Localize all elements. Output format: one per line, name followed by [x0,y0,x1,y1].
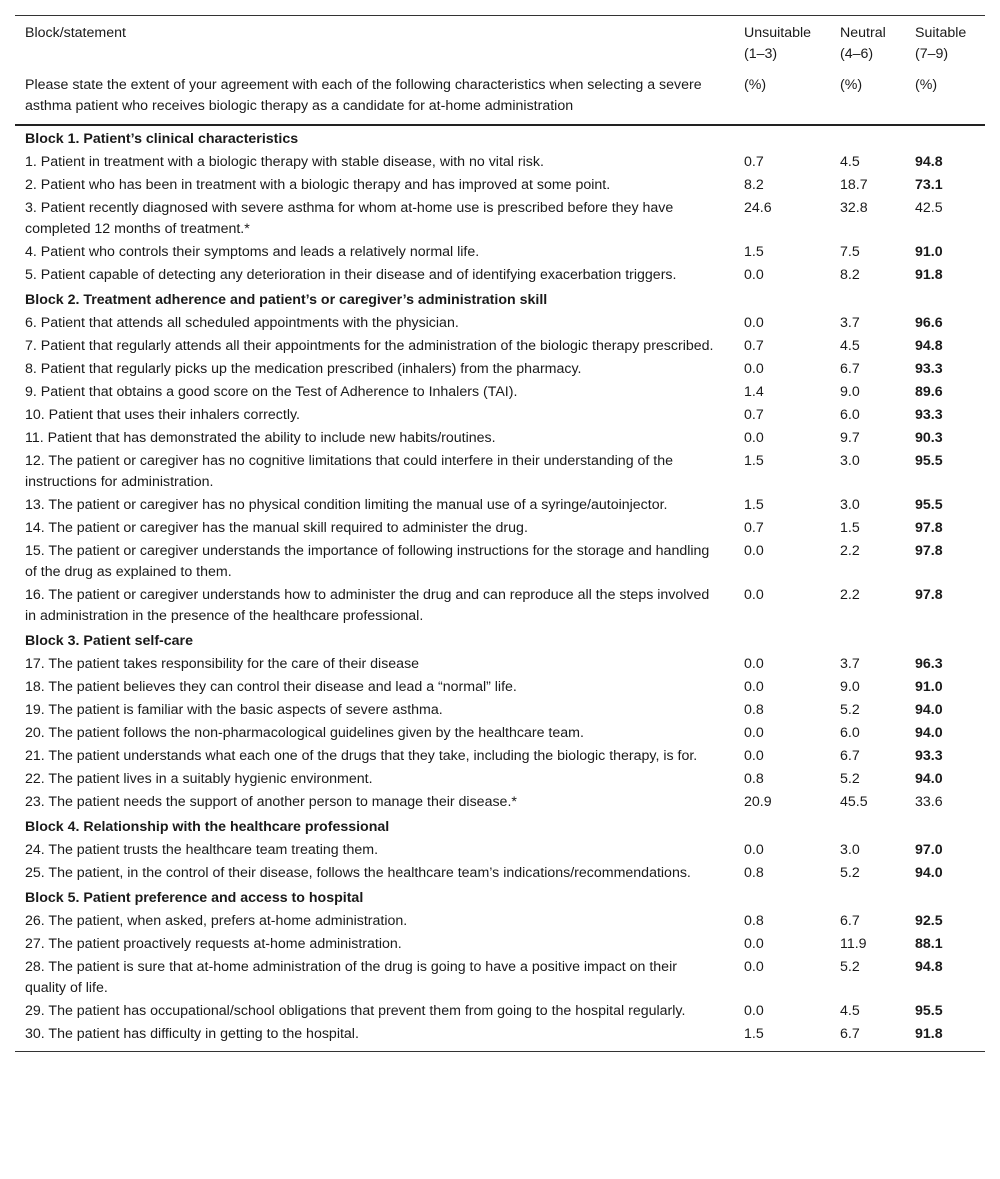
unsuitable-cell: 0.8 [744,771,764,787]
statement-cell: 8. Patient that regularly picks up the medication prescribed (inhalers) from the pharmacy. [25,361,582,377]
table-row [15,152,985,175]
header-unsuitable-label: Unsuitable [744,25,812,41]
statement-cell: 23. The patient needs the support of another person to manage their disease.* [25,794,517,810]
block-heading-row [15,125,985,152]
suitable-cell: 95.5 [915,453,943,469]
neutral-cell: 18.7 [840,177,868,193]
suitable-cell: 97.8 [915,543,943,559]
neutral-cell: 3.0 [840,842,860,858]
table-row [15,840,985,863]
neutral-cell: 6.0 [840,725,860,741]
unsuitable-cell: 0.0 [744,959,764,975]
neutral-cell: 8.2 [840,267,860,283]
unsuitable-cell: 1.5 [744,497,764,513]
suitable-cell: 94.0 [915,771,943,787]
neutral-cell: 2.2 [840,587,860,603]
suitable-cell: 93.3 [915,748,943,764]
statement-cell: 12. The patient or caregiver has no cognitive limitations that could interfere in their understanding of the instructions for administration. [25,453,674,490]
statement-cell: 18. The patient believes they can control their disease and lead a “normal” life. [25,679,517,695]
unsuitable-cell: 0.0 [744,1003,764,1019]
unsuitable-cell: 0.8 [744,702,764,718]
suitable-cell: 88.1 [915,936,943,952]
unit-suitable: (%) [905,75,985,125]
block-heading-row [15,629,985,654]
block-heading-row [15,288,985,313]
unsuitable-cell: 8.2 [744,177,764,193]
suitable-cell: 97.8 [915,587,943,603]
suitable-cell: 97.8 [915,520,943,536]
table-row [15,792,985,815]
suitable-cell: 94.0 [915,725,943,741]
unsuitable-cell: 0.0 [744,842,764,858]
suitable-cell: 94.8 [915,338,943,354]
statement-cell: 17. The patient takes responsibility for the care of their disease [25,656,420,672]
neutral-cell: 6.7 [830,1024,905,1052]
suitable-cell: 93.3 [915,361,943,377]
block-title: Block 3. Patient self-care [25,633,193,649]
table-row [15,1024,985,1052]
unsuitable-cell: 0.0 [744,725,764,741]
neutral-cell: 7.5 [840,244,860,260]
table-row [15,242,985,265]
table-header [15,16,985,126]
neutral-cell: 9.7 [840,430,860,446]
unsuitable-cell: 0.0 [744,267,764,283]
statement-cell: 22. The patient lives in a suitably hygienic environment. [25,771,373,787]
statement-cell: 3. Patient recently diagnosed with severe asthma for whom at-home use is prescribed before they have completed 12 months of treatment.* [25,200,674,237]
block-heading-row [15,815,985,840]
block-title: Block 4. Relationship with the healthcare professional [25,819,390,835]
table-row [15,585,985,629]
neutral-cell: 11.9 [840,936,867,952]
table-row [15,911,985,934]
table-row [15,863,985,886]
table-row [15,541,985,585]
neutral-cell: 3.0 [840,497,860,513]
unsuitable-cell: 0.0 [744,936,764,952]
statement-cell: 21. The patient understands what each one of the drugs that they take, including the biologic therapy, is for. [25,748,698,764]
neutral-cell: 32.8 [840,200,868,216]
table-row [15,934,985,957]
table-row [15,957,985,1001]
table-row [15,518,985,541]
header-neutral [830,16,905,76]
header-neutral-range: (4–6) [840,46,874,62]
header-suitable-range: (7–9) [915,46,949,62]
neutral-cell: 6.7 [840,748,860,764]
statement-cell: 28. The patient is sure that at-home administration of the drug is going to have a positive impact on their quality of life. [25,959,677,996]
table-row [15,451,985,495]
statement-cell: 19. The patient is familiar with the basic aspects of severe asthma. [25,702,443,718]
table-row [15,677,985,700]
statement-cell: 5. Patient capable of detecting any deterioration in their disease and of identifying exacerbation triggers. [25,267,677,283]
statement-cell: 9. Patient that obtains a good score on the Test of Adherence to Inhalers (TAI). [25,384,518,400]
unsuitable-cell: 0.8 [744,865,764,881]
statement-cell: 24. The patient trusts the healthcare team treating them. [25,842,379,858]
suitable-cell: 42.5 [915,200,943,216]
unsuitable-cell: 0.7 [744,154,764,170]
header-block-statement: Block/statement [15,16,734,76]
unsuitable-cell: 0.8 [744,913,764,929]
table-row [15,1001,985,1024]
instruction-text: Please state the extent of your agreement with each of the following characteristics when selecting a severe asthma patient who receives biologic therapy as a candidate for at-home administration [15,75,734,125]
suitable-cell: 94.8 [915,959,943,975]
neutral-cell: 6.7 [840,913,860,929]
unsuitable-cell: 0.0 [744,748,764,764]
statement-cell: 30. The patient has difficulty in getting to the hospital. [15,1024,734,1052]
block-title: Block 5. Patient preference and access to hospital [25,890,364,906]
suitable-cell: 91.0 [915,244,943,260]
unit-unsuitable: (%) [734,75,830,125]
block-title: Block 2. Treatment adherence and patient’s or caregiver’s administration skill [25,292,548,308]
neutral-cell: 9.0 [840,384,860,400]
unsuitable-cell: 0.0 [744,679,764,695]
header-suitable [905,16,985,76]
unsuitable-cell: 0.0 [744,543,764,559]
header-neutral-label: Neutral [840,25,886,41]
suitable-cell: 94.8 [915,154,943,170]
statement-cell: 4. Patient who controls their symptoms and leads a relatively normal life. [25,244,480,260]
table-row [15,654,985,677]
statement-cell: 10. Patient that uses their inhalers correctly. [25,407,300,423]
unsuitable-cell: 0.7 [744,520,764,536]
statement-cell: 1. Patient in treatment with a biologic therapy with stable disease, with no vital risk. [25,154,544,170]
suitable-cell: 90.3 [915,430,943,446]
neutral-cell: 5.2 [840,865,860,881]
unsuitable-cell: 20.9 [744,794,772,810]
unsuitable-cell: 1.5 [734,1024,830,1052]
table-row [15,428,985,451]
header-suitable-label: Suitable [915,25,967,41]
statement-cell: 27. The patient proactively requests at-home administration. [25,936,402,952]
neutral-cell: 5.2 [840,771,860,787]
table-row [15,382,985,405]
neutral-cell: 3.7 [840,656,860,672]
table-row [15,723,985,746]
unsuitable-cell: 0.0 [744,430,764,446]
header-row [15,16,985,76]
neutral-cell: 9.0 [840,679,860,695]
suitable-cell: 96.3 [915,656,943,672]
unsuitable-cell: 0.0 [744,361,764,377]
suitable-cell: 94.0 [915,865,943,881]
neutral-cell: 45.5 [840,794,868,810]
unsuitable-cell: 0.7 [744,338,764,354]
neutral-cell: 2.2 [840,543,860,559]
table-row [15,495,985,518]
header-unsuitable [734,16,830,76]
table-row [15,700,985,723]
suitable-cell: 97.0 [915,842,943,858]
unsuitable-cell: 1.5 [744,453,764,469]
statement-cell: 25. The patient, in the control of their disease, follows the healthcare team’s indications/recommendations. [25,865,691,881]
table-row [15,265,985,288]
suitable-cell: 91.8 [905,1024,985,1052]
unsuitable-cell: 0.0 [744,315,764,331]
unsuitable-cell: 0.7 [744,407,764,423]
neutral-cell: 3.7 [840,315,860,331]
neutral-cell: 1.5 [840,520,860,536]
header-unsuitable-range: (1–3) [744,46,778,62]
suitable-cell: 33.6 [915,794,943,810]
unsuitable-cell: 24.6 [744,200,772,216]
suitable-cell: 94.0 [915,702,943,718]
unsuitable-cell: 0.0 [744,587,764,603]
statement-cell: 14. The patient or caregiver has the manual skill required to administer the drug. [25,520,528,536]
suitable-cell: 73.1 [915,177,943,193]
table-row [15,313,985,336]
suitable-cell: 96.6 [915,315,943,331]
statement-cell: 13. The patient or caregiver has no physical condition limiting the manual use of a syringe/autoinjector. [25,497,668,513]
suitable-cell: 95.5 [915,1003,943,1019]
neutral-cell: 4.5 [840,154,860,170]
table-body [15,125,985,1052]
statement-cell: 15. The patient or caregiver understands the importance of following instructions for the storage and handling of the drug as explained to them. [25,543,710,580]
neutral-cell: 5.2 [840,959,860,975]
unsuitable-cell: 0.0 [744,656,764,672]
table-container [15,15,985,1052]
table-row [15,175,985,198]
statement-cell: 20. The patient follows the non-pharmacological guidelines given by the healthcare team. [25,725,584,741]
table-row [15,359,985,382]
block-title: Block 1. Patient’s clinical characteristics [25,131,299,147]
table-row [15,746,985,769]
statement-cell: 2. Patient who has been in treatment with a biologic therapy and has improved at some point. [25,177,611,193]
results-table [15,15,985,1052]
neutral-cell: 4.5 [840,338,860,354]
table-row [15,769,985,792]
suitable-cell: 95.5 [915,497,943,513]
neutral-cell: 4.5 [840,1003,860,1019]
suitable-cell: 91.0 [915,679,943,695]
table-row [15,336,985,359]
unsuitable-cell: 1.4 [744,384,764,400]
block-heading-row [15,886,985,911]
neutral-cell: 5.2 [840,702,860,718]
neutral-cell: 3.0 [840,453,860,469]
statement-cell: 26. The patient, when asked, prefers at-home administration. [25,913,408,929]
suitable-cell: 89.6 [915,384,943,400]
neutral-cell: 6.0 [840,407,860,423]
unit-neutral: (%) [830,75,905,125]
statement-cell: 6. Patient that attends all scheduled appointments with the physician. [25,315,459,331]
neutral-cell: 6.7 [840,361,860,377]
instruction-row [15,75,985,125]
statement-cell: 11. Patient that has demonstrated the ability to include new habits/routines. [25,430,496,446]
unsuitable-cell: 1.5 [744,244,764,260]
suitable-cell: 93.3 [915,407,943,423]
table-row [15,405,985,428]
table-row [15,198,985,242]
suitable-cell: 92.5 [915,913,943,929]
statement-cell: 16. The patient or caregiver understands how to administer the drug and can reproduce all the steps involved in administration in the presence of the healthcare professional. [25,587,710,624]
statement-cell: 29. The patient has occupational/school obligations that prevent them from going to the hospital regularly. [25,1003,686,1019]
suitable-cell: 91.8 [915,267,943,283]
statement-cell: 7. Patient that regularly attends all their appointments for the administration of the biologic therapy prescribed. [25,338,714,354]
